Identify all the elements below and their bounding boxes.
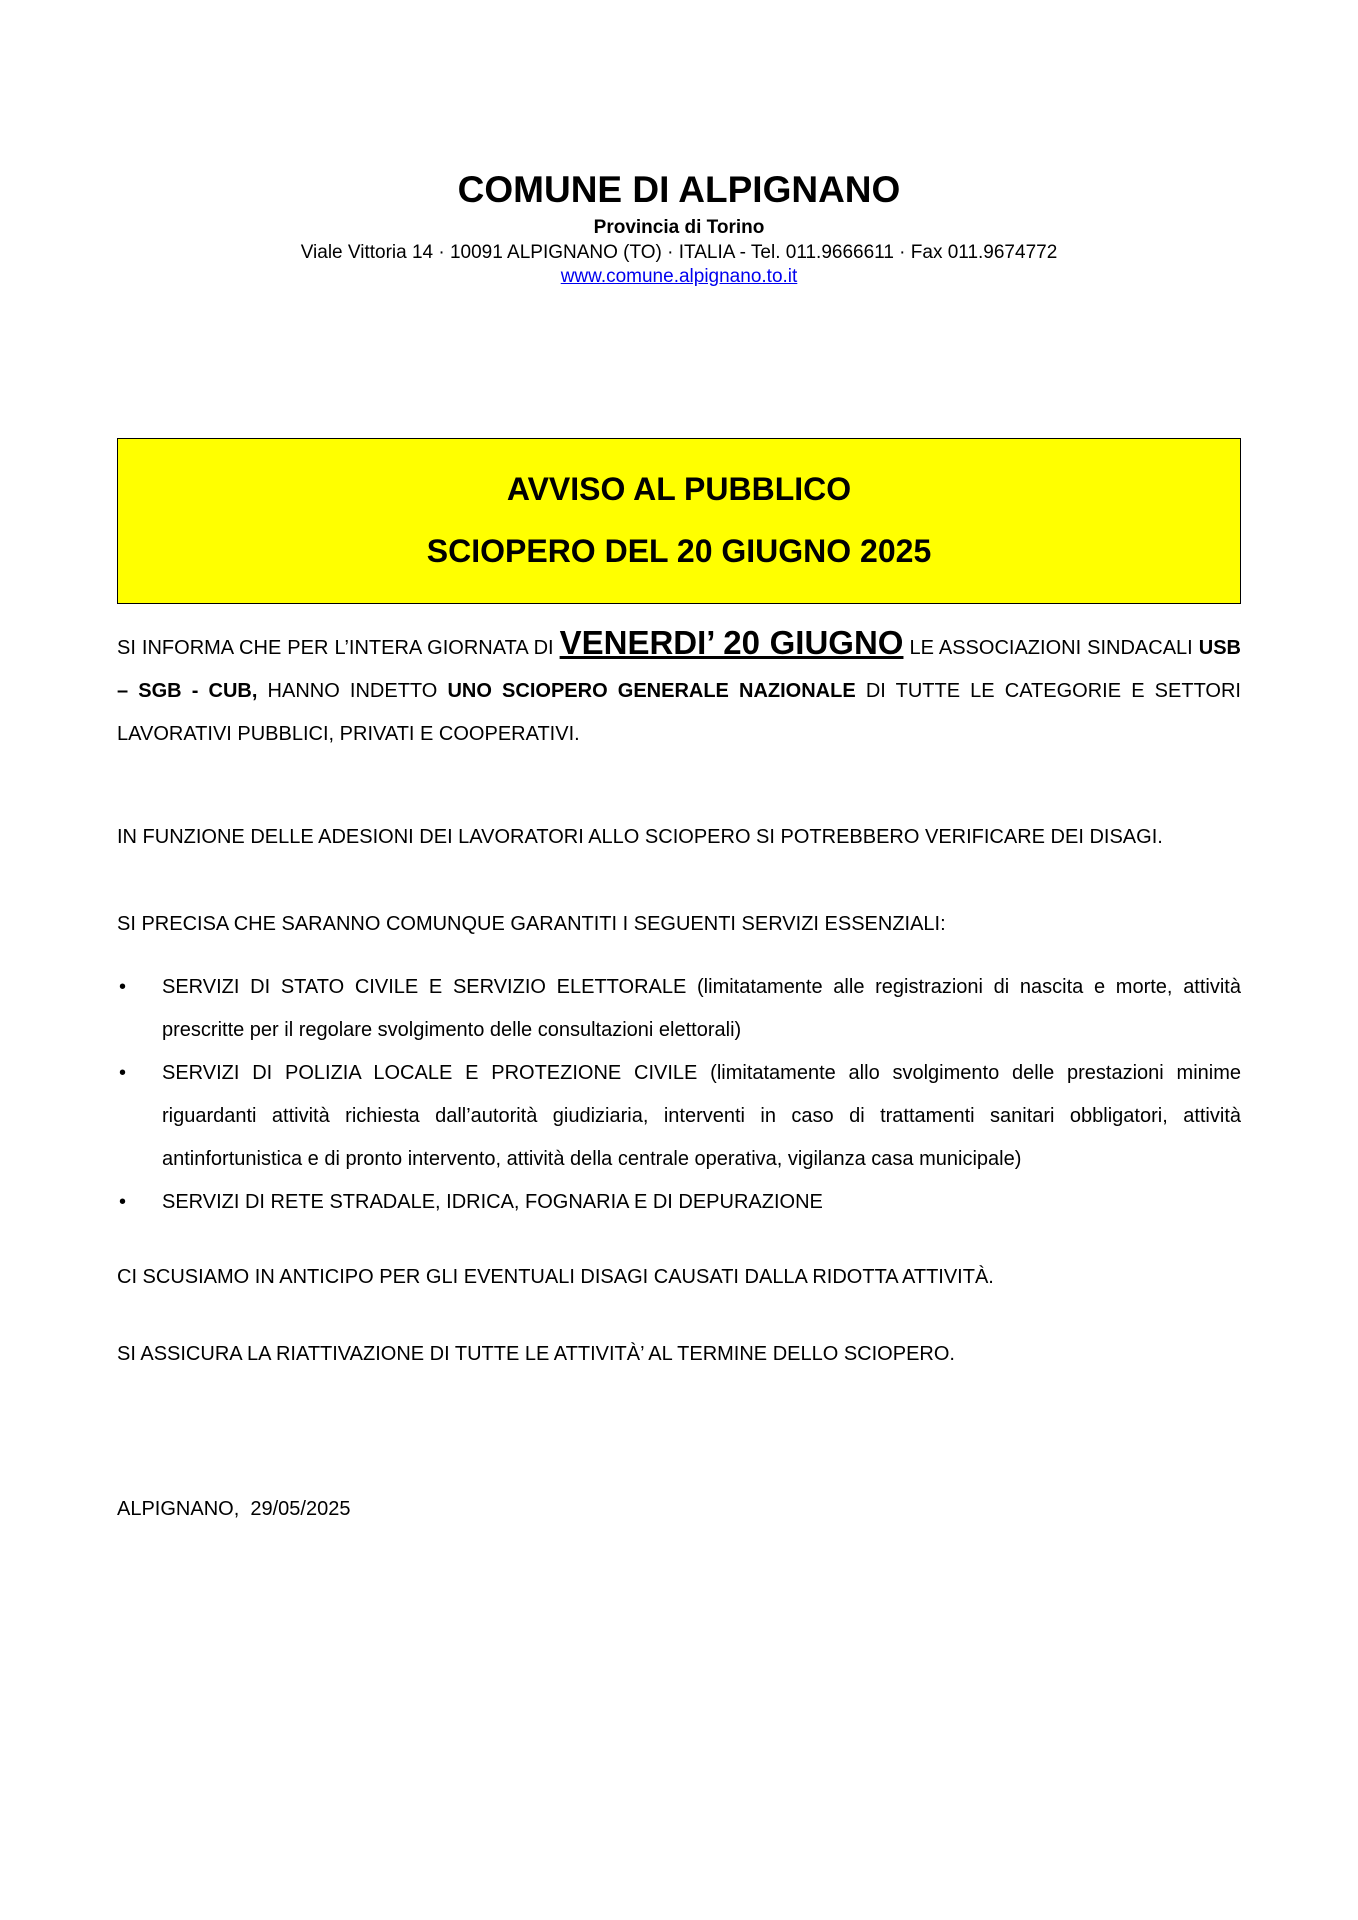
- address-line: Viale Vittoria 14 · 10091 ALPIGNANO (TO) · ITALIA - Tel. 011.9666611 · Fax 011.9674772: [300, 241, 1058, 263]
- service-road-water-networks: SERVIZI DI RETE STRADALE, IDRICA, FOGNARIA E DI DEPURAZIONE: [162, 1191, 823, 1214]
- strike-day-highlight: VENERDI’ 20 GIUGNO: [559, 624, 904, 662]
- website-link[interactable]: www.comune.alpignano.to.it: [560, 266, 798, 288]
- intro-text-2: LE ASSOCIAZIONI SINDACALI: [903, 637, 1199, 660]
- bullet-icon: •: [119, 1062, 127, 1085]
- resumption-paragraph: SI ASSICURA LA RIATTIVAZIONE DI TUTTE LE ATTIVITÀ’ AL TERMINE DELLO SCIOPERO.: [117, 1343, 955, 1366]
- service-local-police: SERVIZI DI POLIZIA LOCALE E PROTEZIONE CIVILE (limitatamente allo svolgimento delle prestazioni minime riguardanti attività richiesta dall’autorità giudiziaria, interventi in caso di trattamenti sanitari obbligatori, attività antinfortunistica e di pronto intervento, attività della centrale operativa, vigilanza casa municipale): [162, 1062, 1241, 1171]
- guaranteed-services-list: [117, 966, 1241, 1224]
- list-item: [117, 966, 1241, 1052]
- intro-paragraph: [117, 626, 1241, 756]
- guaranteed-services-intro: SI PRECISA CHE SARANNO COMUNQUE GARANTITI I SEGUENTI SERVIZI ESSENZIALI:: [117, 913, 946, 936]
- service-civil-registry: SERVIZI DI STATO CIVILE E SERVIZIO ELETTORALE (limitatamente alle registrazioni di nascita e morte, attività prescritte per il regolare svolgimento delle consultazioni elettorali): [162, 976, 1241, 1042]
- intro-text-1: SI INFORMA CHE PER L’INTERA GIORNATA DI: [117, 637, 560, 660]
- list-item: [117, 1181, 1241, 1224]
- province-subtitle: Provincia di Torino: [593, 216, 765, 238]
- document-content: [117, 0, 1241, 1531]
- place-date-line: ALPIGNANO, 29/05/2025: [117, 1498, 351, 1521]
- general-strike-highlight: UNO SCIOPERO GENERALE NAZIONALE: [447, 680, 856, 703]
- website-row: [117, 266, 1241, 288]
- bullet-icon: •: [119, 976, 127, 999]
- bullet-icon: •: [119, 1191, 127, 1214]
- disruption-paragraph: IN FUNZIONE DELLE ADESIONI DEI LAVORATORI ALLO SCIOPERO SI POTREBBERO VERIFICARE DEI DISAGI.: [117, 826, 1163, 849]
- letterhead: [117, 170, 1241, 288]
- unions-names: USB – SGB - CUB,: [117, 637, 1241, 703]
- apology-paragraph: CI SCUSIAMO IN ANTICIPO PER GLI EVENTUALI DISAGI CAUSATI DALLA RIDOTTA ATTIVITÀ.: [117, 1266, 994, 1289]
- intro-text-3: HANNO INDETTO: [257, 680, 448, 703]
- intro-text-4: DI TUTTE LE CATEGORIE E SETTORI LAVORATIVI PUBBLICI, PRIVATI E COOPERATIVI.: [117, 680, 1241, 746]
- municipality-title: COMUNE DI ALPIGNANO: [457, 169, 901, 210]
- list-item: [117, 1052, 1241, 1181]
- strike-date-title: SCIOPERO DEL 20 GIUGNO 2025: [426, 533, 932, 570]
- notice-title: AVVISO AL PUBBLICO: [506, 471, 852, 508]
- public-notice-banner: [117, 438, 1241, 604]
